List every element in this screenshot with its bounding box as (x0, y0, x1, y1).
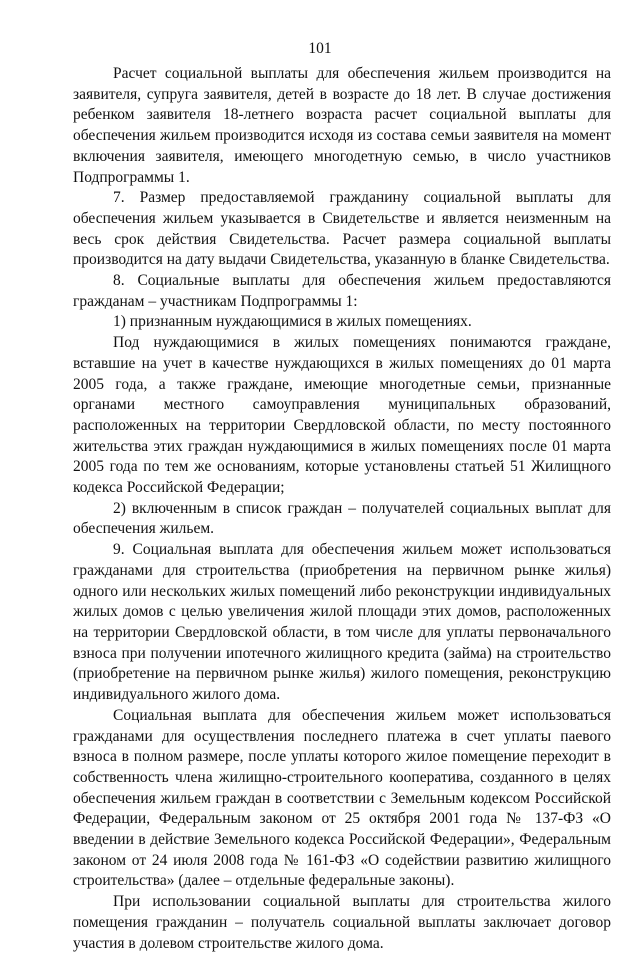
paragraph-subitem-2: 2) включенным в список граждан – получателей социальных выплат для обеспечения жильем. (73, 499, 611, 538)
paragraph-subitem-1: 1) признанным нуждающимися в жилых помещениях. (113, 313, 472, 331)
paragraph-item-8: 8. Социальные выплаты для обеспечения жильем предоставляются гражданам – участникам Подпрограммы 1: (73, 272, 611, 310)
paragraph-item-9: 9. Социальная выплата для обеспечения жильем может использоваться гражданами для строительства (приобретения на первичном рынке жилья) одного или нескольких жилых помещений либо реконструкции индивидуальных жилых домов с целью увеличения жилой площади этих домов, расположенных на территории Свердловской области, в том числе для уплаты первоначального взноса при получении ипотечного жилищного кредита (займа) на строительство (приобретение на первичном рынке жилья) жилого помещения, реконструкцию индивидуального жилого дома. (73, 541, 611, 704)
paragraph-item-7: 7. Размер предоставляемой гражданину социальной выплаты для обеспечения жильем указывается в Свидетельстве и является неизменным на весь срок действия Свидетельства. Расчет размера социальной выплаты производится на дату выдачи Свидетельства, указанную в бланке Свидетельства. (73, 189, 611, 269)
paragraph-cooperative-payment: Социальная выплата для обеспечения жильем может использоваться гражданами для осуществления последнего платежа в счет уплаты паевого взноса в полном размере, после уплаты которого жилое помещение переходит в собственность члена жилищно-строительного кооператива, созданного в целях обеспечения жильем граждан в соответствии с Земельным кодексом Российской Федерации, Федеральным законом от 25 октября 2001 года № 137-ФЗ «О введении в действие Земельного кодекса Российской Федерации», Федеральным законом от 24 июля 2008 года № 161-ФЗ «О содействии развитию жилищного строительства» (далее – отдельные федеральные законы). (73, 706, 611, 890)
paragraph-needy-definition: Под нуждающимися в жилых помещениях понимаются граждане, вставшие на учет в качестве нуждающихся в жилых помещениях до 01 марта 2005 года, а также граждане, имеющие многодетные семьи, признанные органами местного самоуправления муниципальных образований, расположенных на территории Свердловской области, по месту постоянного жительства этих граждан нуждающимися в жилых помещениях после 01 марта 2005 года по тем же основаниям, которые установлены статьей 51 Жилищного кодекса Российской Федерации; (73, 334, 611, 497)
page-number: 101 (308, 40, 332, 57)
document-body (73, 64, 611, 954)
paragraph-calculation-basis: Расчет социальной выплаты для обеспечения жильем производится на заявителя, супруга заявителя, детей в возрасте до 18 лет. В случае достижения ребенком заявителя 18-летнего возраста расчет социальной выплаты для обеспечения жильем производится исходя из состава семьи заявителя на момент включения заявителя, имеющего многодетную семью, в число участников Подпрограммы 1. (73, 65, 611, 186)
paragraph-shared-construction: При использовании социальной выплаты для строительства жилого помещения гражданин – получатель социальной выплаты заключает договор участия в долевом строительстве жилого дома. (73, 893, 611, 952)
